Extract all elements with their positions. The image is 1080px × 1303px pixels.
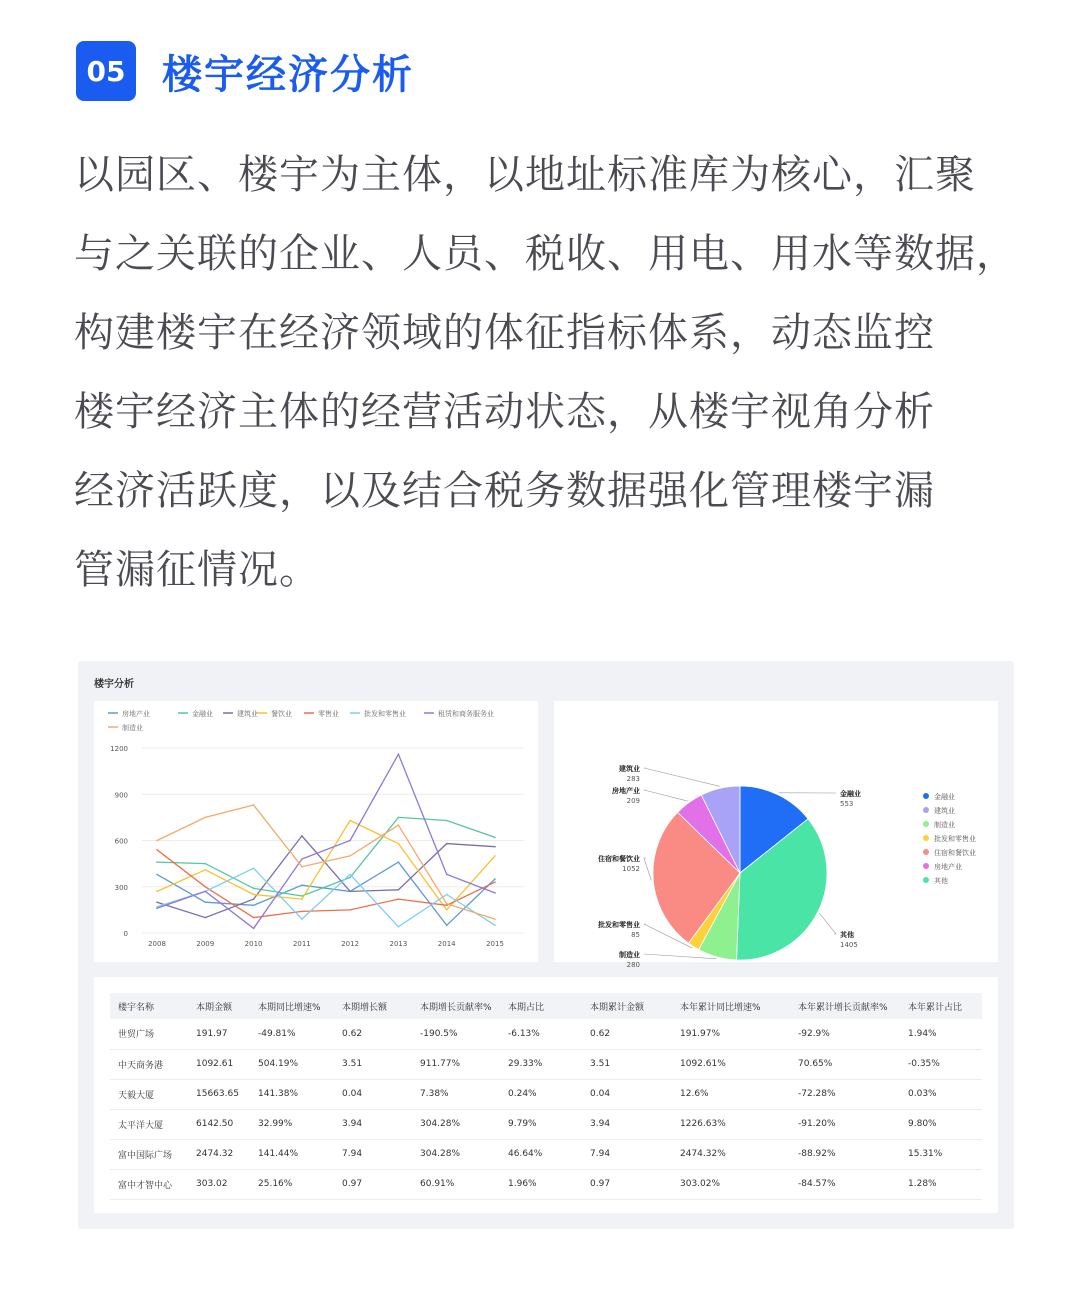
paragraph-line: 以园区、楼宇为主体，以地址标准库为核心，汇聚 (74, 152, 976, 198)
data-point (349, 874, 351, 876)
line-chart (94, 701, 538, 962)
data-point (253, 804, 255, 806)
legend-label: 批发和零售业 (934, 835, 976, 843)
paragraph-line: 构建楼宇在经济领域的体征指标体系，动态监控 (74, 310, 935, 356)
table-cell: -190.5% (412, 1019, 500, 1049)
legend-label: 金融业 (934, 793, 955, 801)
table-cell: 32.99% (250, 1109, 334, 1139)
table-row[interactable] (110, 1139, 982, 1169)
pie-leader-line (819, 913, 836, 934)
legend-dot (923, 863, 929, 869)
table-cell: -92.9% (790, 1019, 900, 1049)
table-cell: 世贸广场 (110, 1019, 188, 1049)
pie-slice-value: 209 (626, 797, 640, 805)
legend-label: 房地产业 (122, 710, 150, 718)
legend-dot (923, 793, 929, 799)
table-cell: 0.04 (334, 1079, 412, 1109)
section-header (76, 40, 414, 102)
data-point (301, 866, 303, 868)
table-cell: 太平洋大厦 (110, 1109, 188, 1139)
data-point (253, 898, 255, 900)
data-point (156, 906, 158, 908)
data-point (253, 917, 255, 919)
pie-slice-label: 制造业 (619, 951, 640, 959)
paragraph-line: 经济活跃度，以及结合税务数据强化管理楼宇漏 (74, 468, 935, 514)
data-point (349, 840, 351, 842)
table-row[interactable] (110, 1049, 982, 1079)
table-cell: 141.38% (250, 1079, 334, 1109)
data-point (349, 909, 351, 911)
table-cell: 911.77% (412, 1049, 500, 1079)
table-header-cell: 本期增长贡献率% (420, 1002, 492, 1013)
table-row[interactable] (110, 1019, 982, 1049)
pie-slice-label: 建筑业 (619, 765, 640, 773)
table-cell: 1092.61% (672, 1049, 790, 1079)
table-header-row (110, 993, 982, 1019)
table-header-cell: 本年累计增长贡献率% (798, 1002, 888, 1013)
data-point (156, 891, 158, 893)
legend-label: 建筑业 (237, 710, 258, 718)
table-cell: -84.57% (790, 1169, 900, 1199)
table-cell: 3.94 (582, 1109, 672, 1139)
table-cell: 富中才智中心 (110, 1169, 188, 1199)
table-cell: 303.02% (672, 1169, 790, 1199)
pie-chart (554, 701, 998, 969)
table-cell: 3.94 (334, 1109, 412, 1139)
table-cell: 15663.65 (188, 1079, 250, 1109)
data-point (446, 843, 448, 845)
table-cell: -88.92% (790, 1139, 900, 1169)
legend-label: 住宿和餐饮业 (934, 849, 976, 857)
data-point (446, 924, 448, 926)
table-cell: 7.38% (412, 1079, 500, 1109)
table-header-cell: 本期同比增速% (258, 1002, 321, 1013)
table-cell: 0.03% (900, 1079, 982, 1109)
table-cell: 0.24% (500, 1079, 582, 1109)
data-point (446, 894, 448, 896)
x-tick-label: 2015 (486, 940, 504, 948)
table-cell: 7.94 (334, 1139, 412, 1169)
table-cell: 304.28% (412, 1139, 500, 1169)
data-point (301, 895, 303, 897)
data-point (349, 855, 351, 857)
table-cell: 3.51 (582, 1049, 672, 1079)
y-tick-label: 300 (114, 883, 128, 892)
table-cell: 12.6% (672, 1079, 790, 1109)
data-point (156, 849, 158, 851)
data-point (398, 824, 400, 826)
data-point (156, 901, 158, 903)
table-cell: 2474.32% (672, 1139, 790, 1169)
data-point (156, 874, 158, 876)
data-point (494, 918, 496, 920)
data-point (204, 886, 206, 888)
table-row[interactable] (110, 1169, 982, 1199)
y-tick-label: 600 (114, 837, 128, 846)
table-cell: 1.28% (900, 1169, 982, 1199)
x-tick-label: 2013 (389, 940, 408, 948)
pie-leader-line (644, 954, 717, 959)
table-cell: 1.96% (500, 1169, 582, 1199)
table-header-cell: 本期增长额 (342, 1002, 388, 1013)
table-header-cell: 本年累计占比 (908, 1002, 963, 1013)
legend-label: 零售业 (318, 710, 339, 718)
table-cell: 0.04 (582, 1079, 672, 1109)
series-line-1 (157, 817, 495, 896)
table-cell: 504.19% (250, 1049, 334, 1079)
y-tick-label: 900 (114, 791, 128, 800)
table-cell: 7.94 (582, 1139, 672, 1169)
pie-slice-value: 1052 (622, 865, 640, 873)
data-point (301, 898, 303, 900)
data-point (494, 837, 496, 839)
legend-dot (923, 835, 929, 841)
paragraph-line: 与之关联的企业、人员、税收、用电、用水等数据， (74, 231, 1017, 277)
y-tick-label: 0 (123, 930, 128, 938)
data-point (349, 891, 351, 893)
pie-slice-value: 1405 (840, 941, 858, 949)
data-point (204, 901, 206, 903)
section-title: 楼宇经济分析 (162, 51, 414, 98)
table-header-cell: 本期累计金额 (590, 1002, 645, 1013)
legend-dot (923, 821, 929, 827)
table-cell: 141.44% (250, 1139, 334, 1169)
table-cell: 0.97 (334, 1169, 412, 1199)
legend-label: 金融业 (192, 710, 213, 718)
table-cell: 0.62 (334, 1019, 412, 1049)
table-cell: 中天商务港 (110, 1049, 188, 1079)
table-cell: 25.16% (250, 1169, 334, 1199)
data-point (301, 858, 303, 860)
table-row[interactable] (110, 1109, 982, 1139)
table-cell: -6.13% (500, 1019, 582, 1049)
paragraph-line: 管漏征情况。 (74, 547, 320, 593)
data-point (204, 869, 206, 871)
table-cell: 1.94% (900, 1019, 982, 1049)
x-tick-label: 2010 (244, 940, 263, 948)
table-cell: 15.31% (900, 1139, 982, 1169)
data-point (494, 878, 496, 880)
section-number-badge: 05 (76, 41, 136, 101)
data-point (494, 855, 496, 857)
y-tick-label: 1200 (110, 745, 128, 753)
table-cell: 1226.63% (672, 1109, 790, 1139)
pie-slice-value: 280 (626, 961, 640, 969)
table-header-cell: 本期金额 (196, 1002, 233, 1013)
legend-dot (923, 849, 929, 855)
data-point (398, 889, 400, 891)
data-point (301, 911, 303, 913)
data-point (253, 928, 255, 930)
pie-leader-line (644, 858, 651, 880)
table-cell: 191.97 (188, 1019, 250, 1049)
data-point (398, 926, 400, 928)
table-cell: 191.97% (672, 1019, 790, 1049)
table-cell: 富中国际广场 (110, 1139, 188, 1169)
legend-dot (923, 877, 929, 883)
table-cell: -72.28% (790, 1079, 900, 1109)
table-cell: 1092.61 (188, 1049, 250, 1079)
pie-chart-card (554, 701, 998, 969)
table-cell: 9.79% (500, 1109, 582, 1139)
data-point (301, 835, 303, 837)
data-point (301, 884, 303, 886)
pie-slice-value: 553 (840, 800, 854, 808)
data-point (253, 887, 255, 889)
data-point (494, 892, 496, 894)
data-point (446, 903, 448, 905)
pie-slice-label: 金融业 (840, 790, 861, 798)
legend-label: 其他 (934, 877, 948, 885)
table-cell: 70.65% (790, 1049, 900, 1079)
table-cell: -91.20% (790, 1109, 900, 1139)
legend-label: 建筑业 (934, 807, 955, 815)
table-cell: 6142.50 (188, 1109, 250, 1139)
data-point (494, 881, 496, 883)
series-line-5 (157, 868, 495, 927)
x-tick-label: 2008 (148, 940, 166, 948)
pie-leader-line (644, 790, 688, 801)
table-cell: 0.97 (582, 1169, 672, 1199)
data-point (204, 891, 206, 893)
table-cell: 2474.32 (188, 1139, 250, 1169)
data-point (349, 877, 351, 879)
legend-label: 制造业 (122, 724, 143, 732)
x-tick-label: 2012 (341, 940, 360, 948)
x-tick-label: 2011 (292, 940, 311, 948)
legend-label: 房地产业 (934, 863, 962, 871)
data-point (446, 820, 448, 822)
table-cell: 46.64% (500, 1139, 582, 1169)
table-cell: 303.02 (188, 1169, 250, 1199)
table-cell: 29.33% (500, 1049, 582, 1079)
pie-slice-label: 房地产业 (612, 787, 640, 795)
table-cell: 3.51 (334, 1049, 412, 1079)
data-point (253, 894, 255, 896)
pie-slice-value: 283 (626, 775, 640, 783)
x-tick-label: 2009 (196, 940, 215, 948)
data-point (156, 861, 158, 863)
table-cell: -0.35% (900, 1049, 982, 1079)
data-point (156, 840, 158, 842)
pie-slice-label: 住宿和餐饮业 (598, 855, 640, 863)
table-cell: -49.81% (250, 1019, 334, 1049)
building-table-card (94, 977, 998, 1213)
table-header-cell: 本期占比 (508, 1002, 545, 1013)
pie-slice-label: 批发和零售业 (598, 921, 640, 929)
data-point (446, 904, 448, 906)
line-chart-card (94, 701, 538, 962)
data-point (349, 820, 351, 822)
data-point (398, 898, 400, 900)
legend-label: 批发和零售业 (364, 710, 406, 718)
data-point (253, 867, 255, 869)
legend-label: 租赁和商务服务业 (438, 710, 494, 718)
data-point (398, 753, 400, 755)
table-cell: 0.62 (582, 1019, 672, 1049)
table-cell: 60.91% (412, 1169, 500, 1199)
building-analysis-panel (78, 661, 1014, 1229)
data-point (494, 924, 496, 926)
table-cell: 天毅大厦 (110, 1079, 188, 1109)
data-point (398, 861, 400, 863)
table-cell: 304.28% (412, 1109, 500, 1139)
table-cell: 9.80% (900, 1109, 982, 1139)
panel-title: 楼宇分析 (94, 679, 134, 690)
data-point (446, 909, 448, 911)
pie-slice-value: 85 (631, 931, 640, 939)
data-point (446, 874, 448, 876)
intro-paragraph (74, 136, 1024, 610)
data-point (398, 817, 400, 819)
data-point (204, 863, 206, 865)
data-point (398, 843, 400, 845)
legend-label: 制造业 (934, 821, 955, 829)
data-point (156, 908, 158, 910)
building-table (110, 993, 982, 1200)
paragraph-line: 楼宇经济主体的经营活动状态，从楼宇视角分析 (74, 389, 935, 435)
data-point (204, 917, 206, 919)
data-point (253, 904, 255, 906)
data-point (301, 918, 303, 920)
table-header-cell: 楼宇名称 (118, 1002, 155, 1013)
pie-slice-label: 其他 (840, 931, 854, 939)
x-tick-label: 2014 (437, 940, 456, 948)
table-header-cell: 本年累计同比增速% (680, 1002, 761, 1013)
pie-leader-line (644, 768, 720, 786)
table-row[interactable] (110, 1079, 982, 1109)
data-point (494, 846, 496, 848)
data-point (204, 817, 206, 819)
legend-dot (923, 807, 929, 813)
legend-label: 餐饮业 (271, 710, 292, 718)
